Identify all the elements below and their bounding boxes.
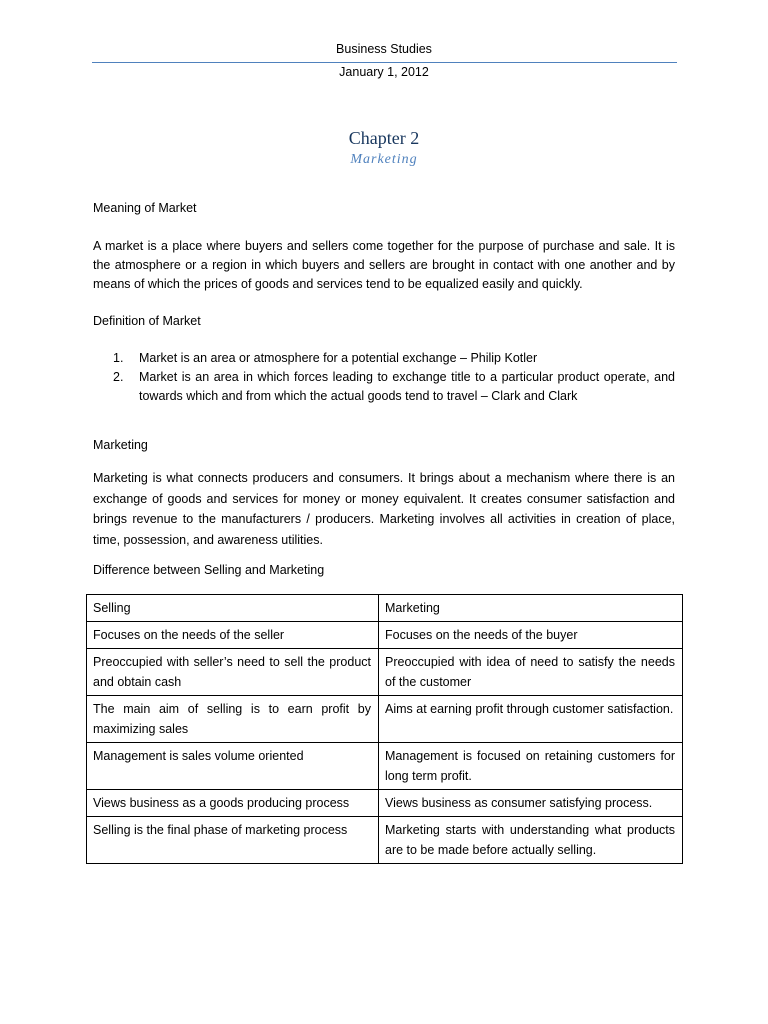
table-cell: Views business as a goods producing process [87, 790, 379, 817]
header-date: January 1, 2012 [339, 65, 429, 79]
table-row [87, 649, 683, 696]
table-row [87, 743, 683, 790]
marketing-paragraph: Marketing is what connects producers and consumers. It brings about a mechanism where there is an exchange of goods and services for money or money equivalent. It creates consumer satisfaction and brings revenue to the manufacturers / producers. Marketing involves all activities in creation of place, time, possession, and awareness utilities. [93, 471, 675, 547]
table-cell: The main aim of selling is to earn profit by maximizing sales [87, 696, 379, 743]
definition-item-number: 2. [113, 370, 124, 384]
table-cell: Selling is the final phase of marketing process [87, 817, 379, 864]
chapter-subtitle: Marketing [350, 152, 418, 167]
table-cell: Views business as consumer satisfying process. [379, 790, 683, 817]
marketing-heading: Marketing [93, 438, 148, 452]
table-row [87, 622, 683, 649]
difference-heading: Difference between Selling and Marketing [93, 563, 325, 577]
header-title: Business Studies [336, 42, 432, 56]
table-cell: Aims at earning profit through customer satisfaction. [379, 696, 683, 743]
comparison-table [86, 594, 683, 864]
table-cell: Preoccupied with seller’s need to sell the product and obtain cash [87, 649, 379, 696]
definition-list [113, 349, 675, 406]
table-row [87, 817, 683, 864]
table-cell: Management is sales volume oriented [87, 743, 379, 790]
table-cell: Focuses on the needs of the seller [87, 622, 379, 649]
table-cell: Marketing starts with understanding what products are to be made before actually selling. [379, 817, 683, 864]
definition-item-text: Market is an area or atmosphere for a potential exchange – Philip Kotler [139, 351, 538, 365]
meaning-paragraph: A market is a place where buyers and sellers come together for the purpose of purchase and sale. It is the atmosphere or a region in which buyers and sellers are brought in contact with one another and by means of which the prices of goods and services tend to be equalized easily and quickly. [93, 239, 675, 291]
table-row [87, 790, 683, 817]
meaning-heading: Meaning of Market [93, 201, 197, 215]
chapter-title: Chapter 2 [348, 128, 420, 148]
table-row [87, 696, 683, 743]
definition-item-number: 1. [113, 351, 124, 365]
column-header-selling: Selling [87, 595, 379, 622]
definition-item [113, 349, 675, 368]
header-divider [92, 62, 677, 63]
definition-item [113, 368, 675, 406]
table-cell: Focuses on the needs of the buyer [379, 622, 683, 649]
table-cell: Management is focused on retaining customers for long term profit. [379, 743, 683, 790]
definition-item-text: Market is an area in which forces leading to exchange title to a particular product operate, and towards which and from which the actual goods tend to travel – Clark and Clark [139, 370, 675, 403]
table-header-row [87, 595, 683, 622]
column-header-marketing: Marketing [379, 595, 683, 622]
table-cell: Preoccupied with idea of need to satisfy the needs of the customer [379, 649, 683, 696]
definition-heading: Definition of Market [93, 314, 201, 328]
